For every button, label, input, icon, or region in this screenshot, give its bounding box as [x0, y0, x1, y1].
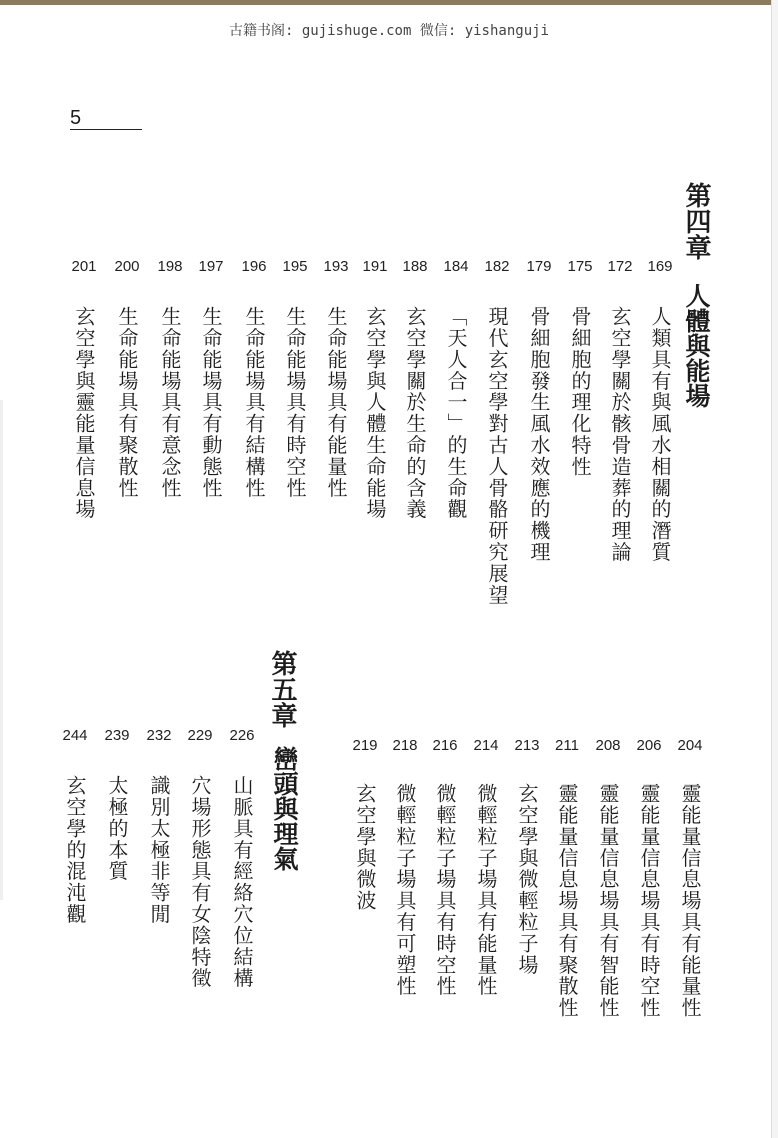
- toc-entry: 靈能量信息場具有聚散性: [555, 783, 579, 1019]
- toc-page-number: 206: [636, 737, 662, 754]
- toc-entry: 生命能場具有意念性: [158, 306, 182, 499]
- toc-entry: 玄空學關於骸骨造葬的理論: [608, 306, 632, 563]
- toc-entry: 靈能量信息場具有能量性: [678, 783, 702, 1019]
- toc-page-number: 182: [484, 258, 510, 275]
- toc-entry: 生命能場具有動態性: [199, 306, 223, 499]
- toc-entry: 玄空學與微波: [353, 783, 377, 912]
- toc-page-number: 204: [677, 737, 703, 754]
- toc-page-number: 193: [323, 258, 349, 275]
- toc-page-number: 188: [402, 258, 428, 275]
- page-number-rule: [70, 129, 142, 130]
- toc-entry: 人類具有與風水相關的潛質: [648, 306, 672, 563]
- toc-entry: 太極的本質: [105, 775, 129, 882]
- toc-page-number: 226: [229, 727, 255, 744]
- toc-page-number: 201: [71, 258, 97, 275]
- toc-entry: 微輕粒子場具有能量性: [474, 783, 498, 997]
- page-number: 5: [70, 107, 82, 129]
- toc-entry: 玄空學與靈能量信息場: [72, 306, 96, 520]
- page-edge-shadow-left: [0, 400, 3, 900]
- chapter-4-label: 第四章: [681, 182, 711, 260]
- toc-page-number: 211: [555, 737, 579, 754]
- chapter-5-label: 第五章: [267, 650, 297, 728]
- toc-page-number: 232: [146, 727, 172, 744]
- toc-page-number: 179: [526, 258, 552, 275]
- toc-entry: 「天人合一」的生命觀: [444, 306, 468, 520]
- toc-page-number: 191: [362, 258, 388, 275]
- toc-entry: 穴場形態具有女陰特徵: [188, 775, 212, 989]
- toc-entry: 現代玄空學對古人骨骼研究展望: [485, 306, 509, 606]
- toc-page-number: 198: [157, 258, 183, 275]
- toc-page-number: 197: [198, 258, 224, 275]
- toc-entry: 玄空學關於生命的含義: [403, 306, 427, 520]
- toc-page-number: 219: [352, 737, 378, 754]
- toc-entry: 微輕粒子場具有可塑性: [393, 783, 417, 997]
- watermark: 古籍书阁: gujishuge.com 微信: yishanguji: [228, 23, 549, 39]
- chapter-4-title: 人體與能場: [682, 283, 711, 408]
- toc-entry: 玄空學與人體生命能場: [363, 306, 387, 520]
- toc-page-number: 214: [473, 737, 499, 754]
- toc-entry: 生命能場具有時空性: [283, 306, 307, 499]
- top-border: [0, 0, 778, 5]
- toc-page-number: 213: [514, 737, 540, 754]
- toc-entry: 玄空學的混沌觀: [63, 775, 87, 925]
- toc-entry: 微輕粒子場具有時空性: [433, 783, 457, 997]
- toc-page-number: 216: [432, 737, 458, 754]
- toc-entry: 玄空學與微輕粒子場: [515, 783, 539, 976]
- toc-page-number: 169: [647, 258, 673, 275]
- toc-page-number: 244: [62, 727, 88, 744]
- toc-page-number: 172: [607, 258, 633, 275]
- page-edge-shadow: [771, 0, 778, 1138]
- toc-page-number: 218: [392, 737, 418, 754]
- toc-page-number: 195: [282, 258, 308, 275]
- toc-entry: 識別太極非等閒: [147, 775, 171, 925]
- toc-entry: 靈能量信息場具有智能性: [596, 783, 620, 1019]
- toc-page-number: 239: [104, 727, 130, 744]
- toc-page-number: 184: [443, 258, 469, 275]
- toc-page-number: 229: [187, 727, 213, 744]
- toc-page-number: 200: [114, 258, 140, 275]
- toc-entry: 生命能場具有結構性: [242, 306, 266, 499]
- toc-page-number: 196: [241, 258, 267, 275]
- toc-page-number: 208: [595, 737, 621, 754]
- toc-entry: 山脈具有經絡穴位結構: [230, 775, 254, 989]
- toc-entry: 骨細胞的理化特性: [568, 306, 592, 478]
- toc-entry: 生命能場具有聚散性: [115, 306, 139, 499]
- toc-entry: 生命能場具有能量性: [324, 306, 348, 499]
- chapter-5-title: 巒頭與理氣: [270, 746, 299, 871]
- toc-page-number: 175: [567, 258, 593, 275]
- toc-entry: 靈能量信息場具有時空性: [637, 783, 661, 1019]
- toc-entry: 骨細胞發生風水效應的機理: [527, 306, 551, 563]
